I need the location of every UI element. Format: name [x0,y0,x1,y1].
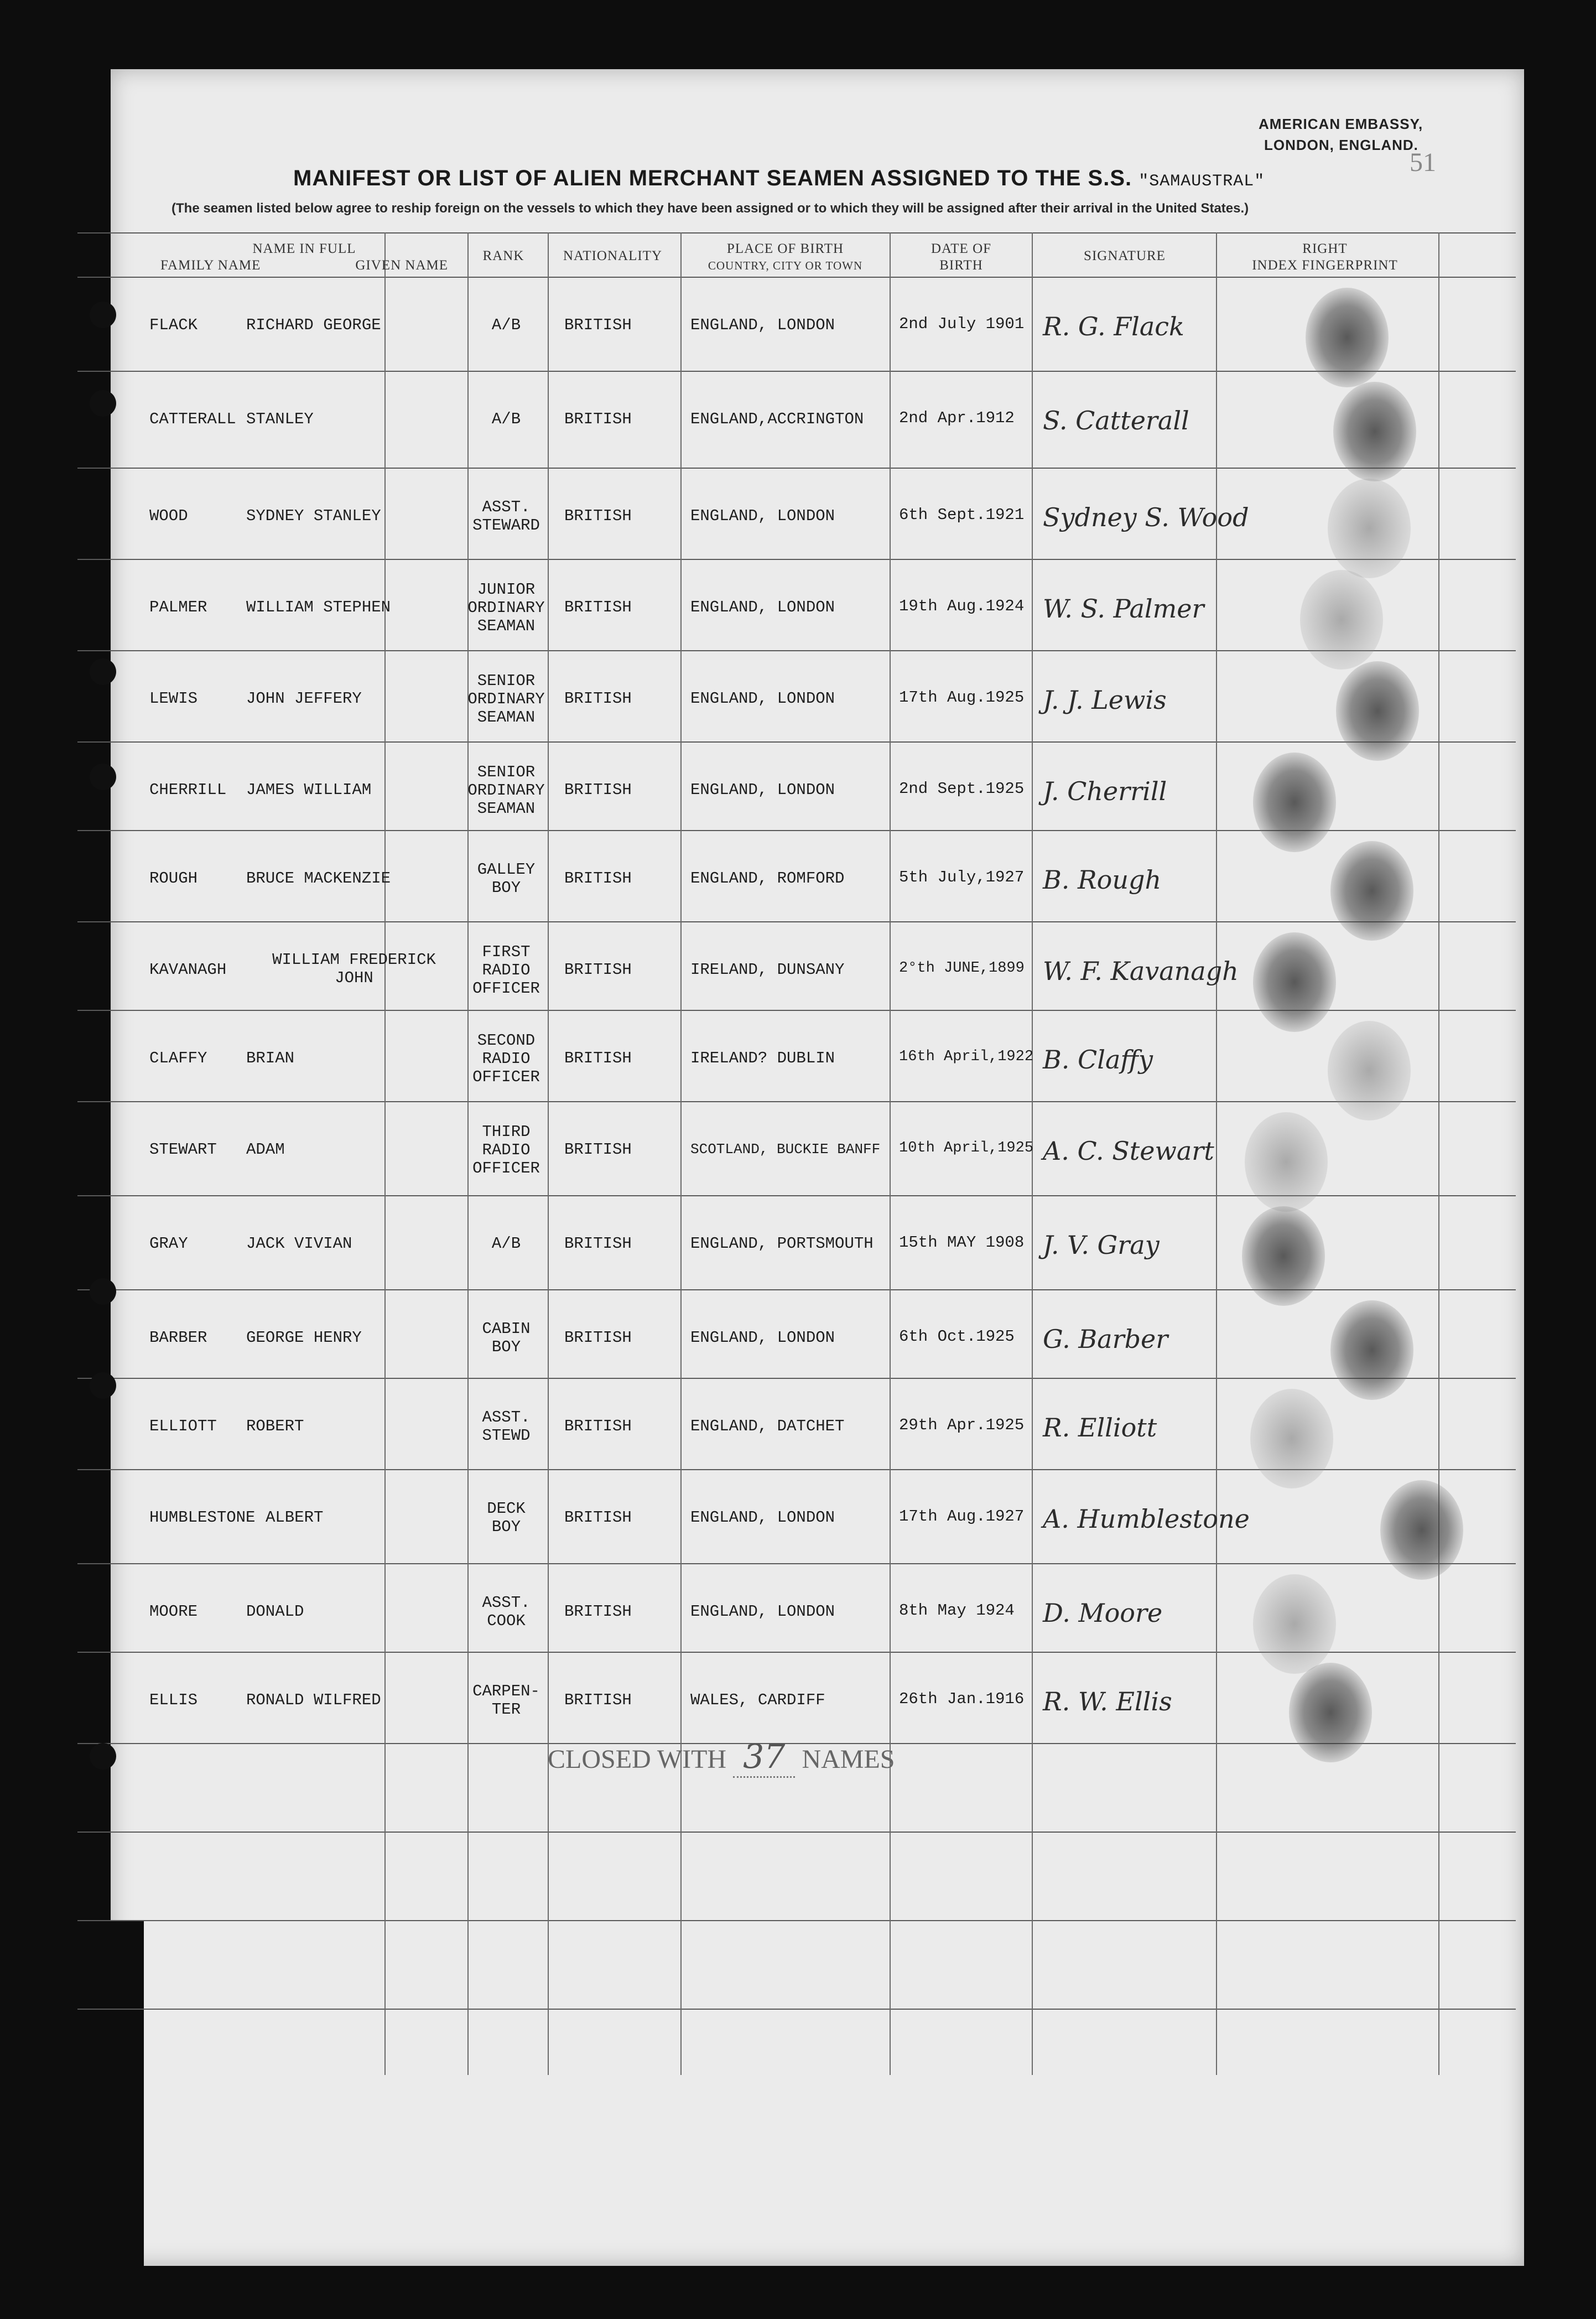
header-rank: RANK [482,248,524,263]
header-name-sub [149,257,459,274]
fingerprint-impression [1336,661,1419,761]
rank [465,1682,548,1719]
row-divider [77,1832,1516,1833]
place-of-birth: ENGLAND, LONDON [690,1602,835,1621]
fingerprint-impression [1245,1112,1328,1212]
header-right: RIGHT [1302,241,1348,256]
rank-line: BOY [491,1337,521,1356]
rank [465,1594,548,1630]
rank [465,498,548,535]
nationality: BRITISH [564,960,632,979]
row-divider [77,277,1516,278]
date-of-birth: 26th Jan.1916 [899,1689,1025,1708]
nationality: BRITISH [564,1508,632,1527]
date-of-birth: 8th May 1924 [899,1601,1015,1620]
place-of-birth: ENGLAND, LONDON [690,780,835,799]
rank [465,1031,548,1086]
place-of-birth: ENGLAND,ACCRINGTON [690,409,864,428]
rank-line: SEAMAN [477,708,536,727]
given-name: GEORGE HENRY [246,1328,362,1347]
fingerprint-impression [1253,1574,1336,1674]
embassy-line-2: LONDON, ENGLAND. [1264,137,1418,153]
column-divider [1438,232,1439,2075]
column-divider [890,232,891,2075]
signature: D. Moore [1043,1597,1163,1628]
family-name: CLAFFY [149,1049,207,1067]
date-of-birth: 29th Apr.1925 [899,1415,1025,1434]
rank-line: TER [491,1700,521,1719]
family-name: CHERRILL [149,780,227,799]
nationality: BRITISH [564,1049,632,1067]
rank-line: RADIO [482,1140,531,1159]
row-divider [77,232,1516,234]
row-divider [77,1101,1516,1102]
place-of-birth: ENGLAND, LONDON [690,598,835,616]
rank-line: DECK [487,1499,526,1518]
given-name: STANLEY [246,409,314,428]
date-of-birth: 2nd July 1901 [899,314,1025,333]
rank-line: BOY [491,1517,521,1536]
family-name: LEWIS [149,689,198,708]
nationality: BRITISH [564,1140,632,1159]
rank-line: OFFICER [472,1159,540,1177]
rank-line: STEWD [482,1426,531,1445]
fingerprint-impression [1328,1021,1411,1120]
header-date [891,241,1032,274]
column-divider [680,232,682,2075]
header-given-name: GIVEN NAME [355,258,448,273]
family-name: STEWART [149,1140,217,1159]
signature: W. F. Kavanagh [1043,956,1239,986]
rank-line: FIRST [482,942,531,961]
signature: J. J. Lewis [1043,684,1167,715]
row-divider [77,650,1516,651]
header-place-birth: PLACE OF BIRTH [726,241,844,256]
place-of-birth: ENGLAND, LONDON [690,506,835,525]
place-of-birth: ENGLAND, LONDON [690,1328,835,1347]
nationality: BRITISH [564,1417,632,1435]
row-divider [77,2009,1516,2010]
rank-line: STEWARD [472,516,540,535]
date-of-birth: 19th Aug.1924 [899,596,1025,615]
rank [465,763,548,818]
signature: Sydney S. Wood [1043,502,1249,532]
place-of-birth: ENGLAND, PORTSMOUTH [690,1234,874,1253]
rank-line: A/B [491,1234,521,1253]
family-name: ELLIOTT [149,1417,217,1435]
punch-hole [90,1278,116,1305]
rank-line: SEAMAN [477,799,536,818]
date-of-birth: 10th April,1925 [899,1139,1034,1156]
row-divider [77,371,1516,372]
family-name: KAVANAGH [149,960,227,979]
rank-line: ASST. [482,1593,531,1612]
closed-count: 37 [733,1737,795,1778]
rank-line: ORDINARY [467,598,545,617]
nationality: BRITISH [564,315,632,334]
punch-hole [90,764,116,790]
signature: G. Barber [1043,1324,1168,1354]
place-of-birth: IRELAND? DUBLIN [690,1049,835,1067]
given-name: BRIAN [246,1049,295,1067]
header-signature: SIGNATURE [1084,248,1166,263]
punch-hole [90,1743,116,1770]
row-divider [77,1378,1516,1379]
signature: R. Elliott [1043,1412,1157,1443]
embassy-stamp [1259,113,1491,155]
date-of-birth: 17th Aug.1925 [899,688,1025,707]
rank-line: CARPEN- [472,1682,540,1700]
rank [465,580,548,635]
signature: R. G. Flack [1043,311,1184,341]
rank-line: ASST. [482,497,531,516]
rank [465,316,548,334]
date-of-birth: 6th Oct.1925 [899,1327,1015,1346]
rank [465,410,548,428]
given-name: ALBERT [266,1508,324,1527]
family-name: HUMBLESTONE [149,1508,256,1527]
fingerprint-impression [1250,1389,1333,1488]
given-name: ADAM [246,1140,285,1159]
rank-line: SEAMAN [477,616,536,635]
signature: S. Catterall [1043,405,1189,435]
family-name: ROUGH [149,869,198,888]
nationality: BRITISH [564,1690,632,1709]
header-name-full: NAME IN FULL [252,241,356,256]
given-name: RONALD WILFRED [246,1690,381,1709]
given-name: JACK VIVIAN [246,1234,352,1253]
rank-line: SENIOR [477,762,536,781]
given-name: RICHARD GEORGE [246,315,381,334]
signature: J. V. Gray [1043,1229,1160,1260]
nationality: BRITISH [564,689,632,708]
title-text: MANIFEST OR LIST OF ALIEN MERCHANT SEAMEN ASSIGNED TO THE S.S. [293,166,1132,190]
row-divider [77,741,1516,743]
date-of-birth: 6th Sept.1921 [899,505,1025,524]
header-nationality: NATIONALITY [563,248,663,263]
date-of-birth: 15th MAY 1908 [899,1233,1025,1252]
rank-line: SECOND [477,1031,536,1050]
fingerprint-impression [1253,932,1336,1032]
given-name: DONALD [246,1602,304,1621]
fingerprint-impression [1330,841,1413,941]
rank-line: JUNIOR [477,580,536,599]
fingerprint-impression [1253,753,1336,852]
embassy-line-1: AMERICAN EMBASSY, [1259,116,1423,132]
fingerprint-impression [1333,382,1416,481]
family-name: BARBER [149,1328,207,1347]
place-of-birth: ENGLAND, LONDON [690,1508,835,1527]
family-name: PALMER [149,598,207,616]
place-of-birth: ENGLAND, ROMFORD [690,869,845,888]
signature: A. C. Stewart [1043,1135,1214,1166]
nationality: BRITISH [564,780,632,799]
date-of-birth: 5th July,1927 [899,868,1025,886]
punch-hole [90,1372,116,1399]
rank-line: OFFICER [472,979,540,998]
given-name: WILLIAM FREDERICK JOHN [272,950,436,987]
ship-name: "SAMAUSTRAL" [1138,172,1265,191]
family-name: MOORE [149,1602,198,1621]
place-of-birth: IRELAND, DUNSANY [690,960,845,979]
rank [465,1408,548,1445]
header-family-name: FAMILY NAME [160,258,261,273]
nationality: BRITISH [564,869,632,888]
rank [465,1500,548,1536]
row-divider [77,468,1516,469]
family-name: ELLIS [149,1690,198,1709]
rank [465,672,548,727]
given-name: ROBERT [246,1417,304,1435]
family-name: FLACK [149,315,198,334]
rank-line: RADIO [482,961,531,979]
given-name: JAMES WILLIAM [246,780,372,799]
rank [465,1123,548,1177]
fingerprint-impression [1289,1663,1372,1762]
date-of-birth: 16th April,1922 [899,1048,1034,1065]
given-name: BRUCE MACKENZIE [246,869,391,888]
rank-line: ORDINARY [467,781,545,800]
rank-line: ORDINARY [467,689,545,708]
nationality: BRITISH [564,598,632,616]
rank-line: CABIN [482,1319,531,1338]
rank-line: SENIOR [477,671,536,690]
nationality: BRITISH [564,1234,632,1253]
rank [465,860,548,897]
signature: W. S. Palmer [1043,593,1204,624]
signature: A. Humblestone [1043,1503,1250,1534]
rank-line: A/B [491,409,521,428]
family-name: WOOD [149,506,188,525]
date-of-birth: 2nd Sept.1925 [899,779,1025,798]
fingerprint-impression [1300,570,1383,670]
rank-line: THIRD [482,1122,531,1141]
fingerprint-impression [1306,288,1389,387]
row-divider [77,1563,1516,1564]
family-name: GRAY [149,1234,188,1253]
punch-hole [90,302,116,328]
closed-prefix: CLOSED WITH [548,1745,727,1774]
place-of-birth: ENGLAND, LONDON [690,689,835,708]
header-index-fingerprint: INDEX FINGERPRINT [1252,258,1398,273]
given-name: JOHN JEFFERY [246,689,362,708]
place-of-birth: ENGLAND, LONDON [690,315,835,334]
rank-line: OFFICER [472,1067,540,1086]
signature: B. Rough [1043,864,1162,895]
family-name: CATTERALL [149,409,236,428]
punch-hole [90,390,116,417]
place-of-birth: SCOTLAND, BUCKIE BANFF [690,1140,881,1158]
header-date-of: DATE OF [930,241,992,256]
rank-line: A/B [491,315,521,334]
page-number: 51 [1410,148,1436,177]
header-place [682,241,889,274]
date-of-birth: 17th Aug.1927 [899,1507,1025,1526]
row-divider [77,1920,1516,1921]
fingerprint-impression [1380,1480,1463,1580]
nationality: BRITISH [564,409,632,428]
rank [465,943,548,998]
fingerprint-impression [1330,1300,1413,1400]
closed-suffix: NAMES [802,1745,895,1774]
place-of-birth: ENGLAND, DATCHET [690,1417,845,1435]
column-divider [384,232,386,2075]
date-of-birth: 2nd Apr.1912 [899,408,1015,427]
nationality: BRITISH [564,1602,632,1621]
header-place-sub: COUNTRY, CITY OR TOWN [708,259,863,272]
rank-line: ASST. [482,1408,531,1426]
rank-line: RADIO [482,1049,531,1068]
nationality: BRITISH [564,506,632,525]
punch-hole [90,658,116,685]
place-of-birth: WALES, CARDIFF [690,1690,825,1709]
rank-line: GALLEY [477,860,536,879]
rank-line: BOY [491,878,521,897]
header-name [149,241,459,274]
rank [465,1320,548,1356]
fingerprint-impression [1328,479,1411,578]
document-title [293,166,1317,191]
header-birth: BIRTH [939,258,983,273]
nationality: BRITISH [564,1328,632,1347]
rank [465,1234,548,1253]
given-name: WILLIAM STEPHEN [246,598,391,616]
closed-stamp [548,1737,895,1776]
row-divider [77,921,1516,922]
date-of-birth: 2°th JUNE,1899 [899,959,1025,977]
column-divider [548,232,549,2075]
row-divider [77,559,1516,560]
signature: B. Claffy [1043,1044,1153,1075]
document-subtitle: (The seamen listed below agree to reship foreign on the vessels to which they have been assigned or to which they will be assigned after their arrival in the United States.) [171,201,1249,216]
signature: R. W. Ellis [1043,1686,1172,1716]
header-fingerprint [1217,241,1433,274]
fingerprint-impression [1242,1206,1325,1306]
rank-line: COOK [487,1611,526,1630]
given-name: SYDNEY STANLEY [246,506,381,525]
signature: J. Cherrill [1043,776,1167,806]
